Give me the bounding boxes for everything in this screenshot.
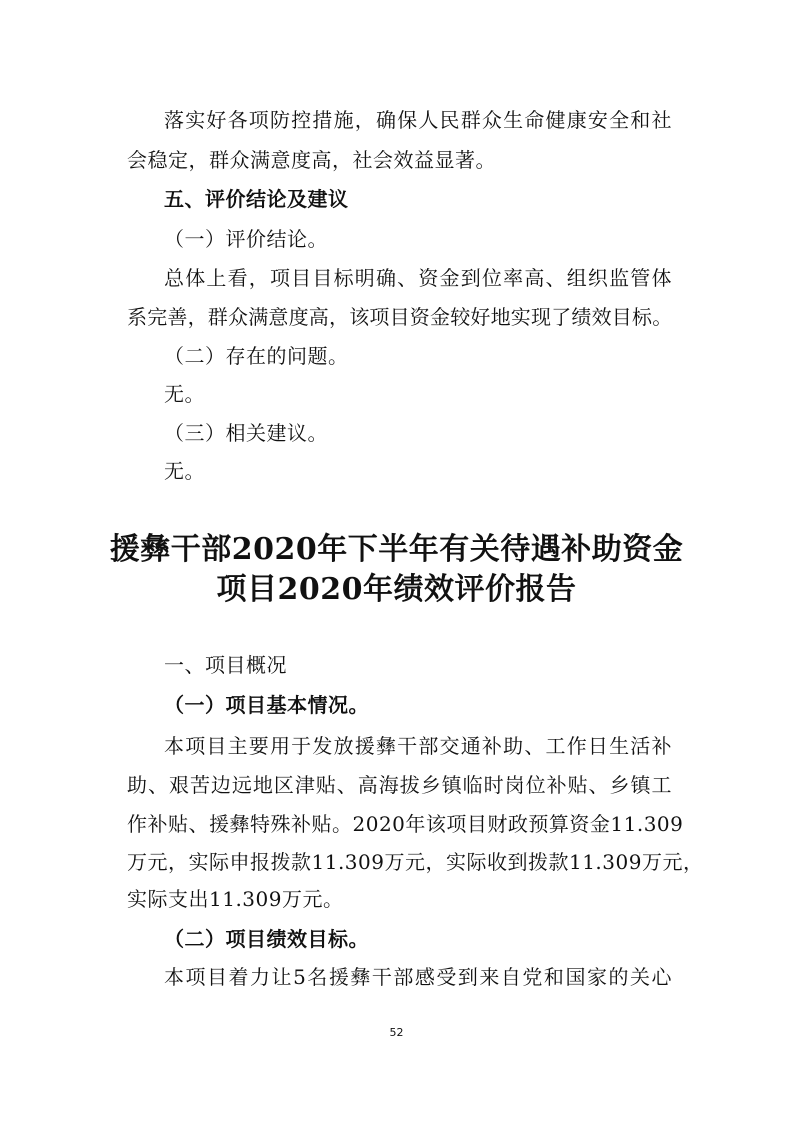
paragraph-line: 本项目主要用于发放援彝干部交通补助、工作日生活补: [164, 734, 672, 758]
paragraph-line: 无。: [164, 382, 205, 406]
section-heading: 一、项目概况: [164, 653, 287, 677]
paragraph-line: 本项目着力让5名援彝干部感受到来自党和国家的关心: [164, 965, 672, 989]
section-heading: 五、评价结论及建议: [164, 187, 349, 211]
paragraph-line: 实际支出11.309万元。: [127, 887, 344, 911]
subsection-heading: （一）项目基本情况。: [164, 693, 369, 717]
subsection-heading: （二）项目绩效目标。: [164, 927, 369, 951]
subsection-heading: （三）相关建议。: [164, 421, 328, 445]
subsection-heading: （二）存在的问题。: [164, 344, 349, 368]
page-number: 52: [389, 1026, 404, 1039]
paragraph-line: 作补贴、援彝特殊补贴。2020年该项目财政预算资金11.309: [127, 812, 684, 836]
paragraph-line: 无。: [164, 459, 205, 483]
report-title-line-1: 援彝干部2020年下半年有关待遇补助资金: [109, 532, 684, 567]
subsection-heading: （一）评价结论。: [164, 227, 328, 251]
paragraph-line: 助、艰苦边远地区津贴、高海拔乡镇临时岗位补贴、乡镇工: [127, 773, 672, 797]
paragraph-line: 总体上看，项目目标明确、资金到位率高、组织监管体: [164, 266, 672, 290]
paragraph-line: 万元，实际申报拨款11.309万元，实际收到拨款11.309万元，: [127, 850, 704, 874]
report-title-line-2: 项目2020年绩效评价报告: [216, 572, 577, 607]
paragraph-line: 落实好各项防控措施，确保人民群众生命健康安全和社: [164, 108, 672, 132]
paragraph-line: 系完善，群众满意度高，该项目资金较好地实现了绩效目标。: [127, 305, 673, 329]
paragraph-line: 会稳定，群众满意度高，社会效益显著。: [127, 148, 496, 172]
